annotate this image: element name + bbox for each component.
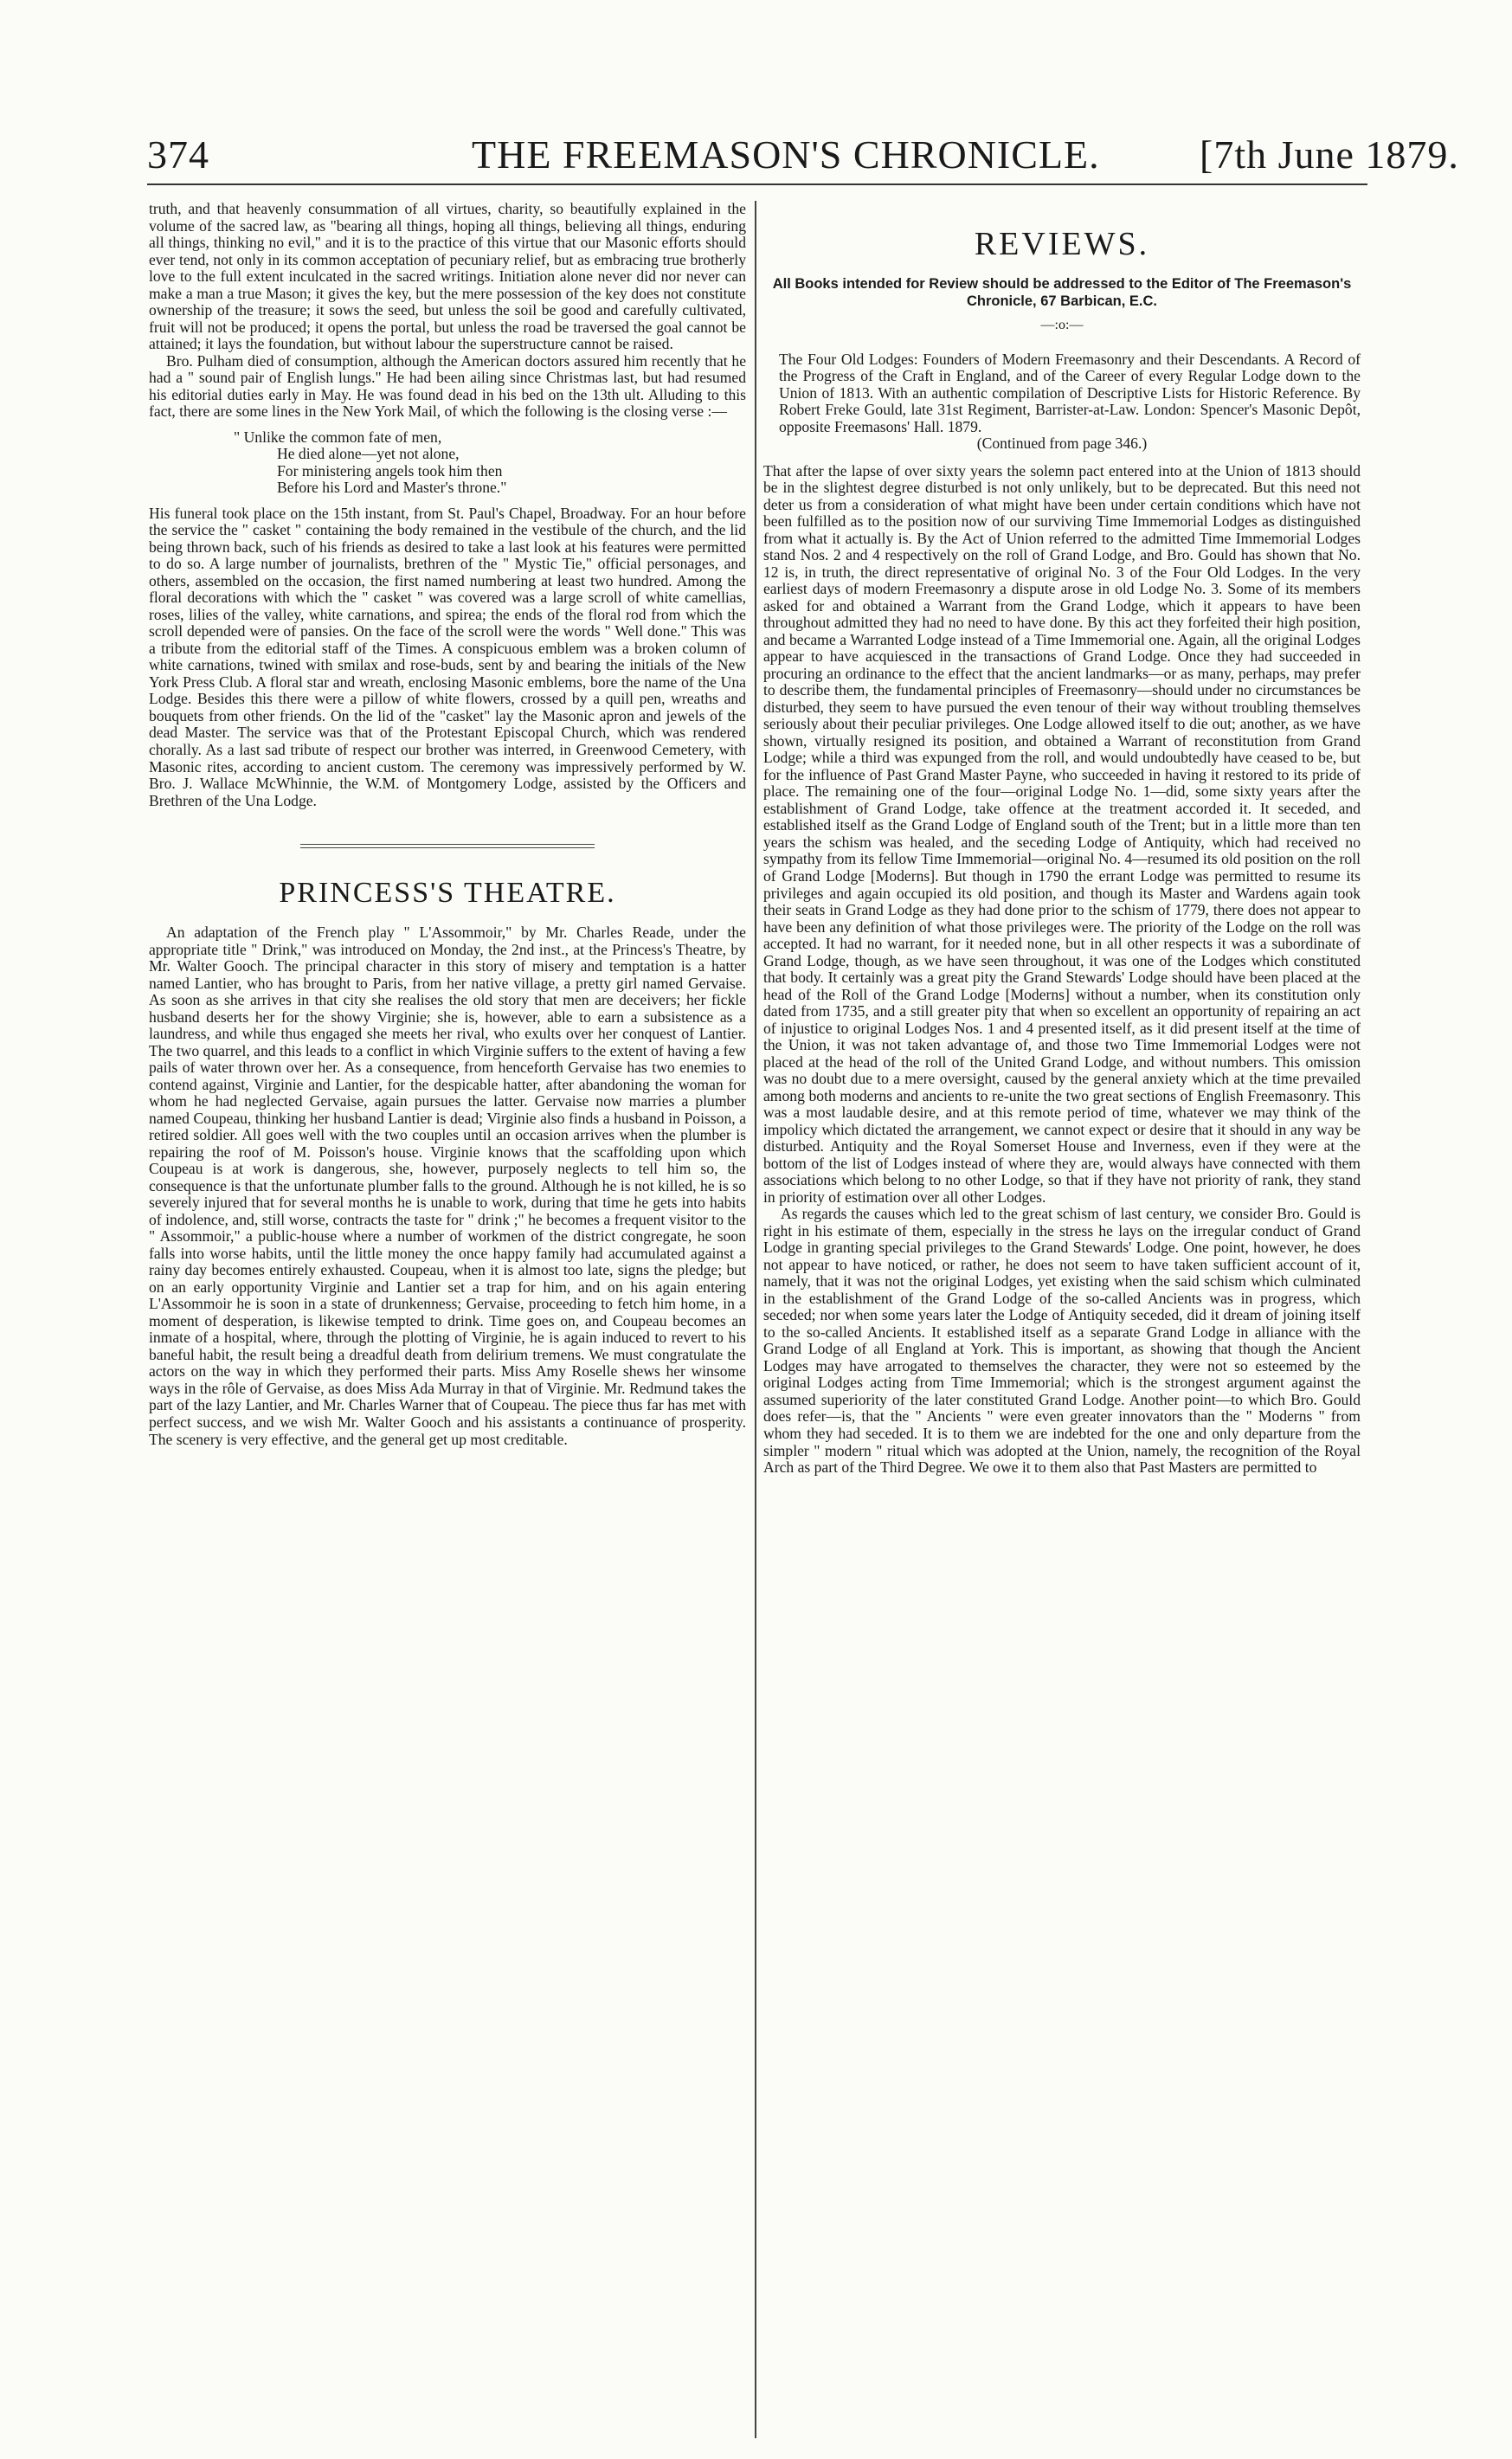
book-citation: The Four Old Lodges: Founders of Modern Freemasonry and their Descendants. A Record of the Progress of the Craft in England, and of the Career of every Regular Lodge down to the Union of 1813. With an authentic compilation of Descriptive Lists for Historic Reference. By Robert Freke Gould, late 31st Regiment, Barrister-at-Law. London: Spencer's Masonic Depôt, opposite Freemasons' Hall. 1879. — [779, 350, 1361, 435]
continued-note: (Continued from page 346.) — [976, 435, 1148, 453]
article-paragraph: His funeral took place on the 15th instant, from St. Paul's Chapel, Broadway. For an hour before the service the " casket " containing the body remained in the vestibule of the church, and the lid being thrown back, such of his friends as desired to take a last look at his features were permitted to do so. A large number of journalists, brethren of the " Mystic Tie," official personages, and others, assembled on the occasion, the first named numbering at least two hundred. Among the floral decorations with which the " casket " was covered was a large scroll of white camellias, roses, lilies of the valley, white carnations, and spirea; the ends of the floral rod from which the scroll depended were of pansies. On the face of the scroll were the words " Well done." This was a tribute from the editorial staff of the Times. A conspicuous emblem was a broken column of white carnations, twined with smilax and rose-buds, sent by and bearing the initials of the New York Press Club. A floral star and wreath, enclosing Masonic emblems, bore the name of the Una Lodge. Besides this there were a pillow of white flowers, crossed by a quill pen, wreaths and bouquets from other friends. On the lid of the "casket" lay the Masonic apron and jewels of the dead Master. The service was that of the Protestant Episcopal Church, which was rendered chorally. As a last sad tribute of respect our brother was interred, in Greenwood Cemetery, with Masonic rites, according to ancient custom. The ceremony was impressively performed by W. Bro. J. Wallace McWhinnie, the W.M. of Montgomery Lodge, assisted by the Officers and Brethren of the Una Lodge. — [149, 504, 746, 809]
right-column — [763, 201, 1361, 2438]
verse-line: For ministering angels took him then — [277, 461, 503, 480]
article-paragraph: Bro. Pulham died of consumption, although the American doctors assured him recently that he had a " sound pair of English lungs." He had been ailing since Christmas last, but had resumed his editorial duties early in May. He was found dead in his bed on the 13th ult. Alluding to this fact, there are some lines in the New York Mail, of which the following is the closing verse :— — [149, 351, 746, 421]
section-title-reviews: REVIEWS. — [974, 226, 1150, 262]
section-separator — [300, 844, 595, 848]
issue-date: [7th June 1879. — [1200, 132, 1459, 177]
verse-line: " Unlike the common fate of men, — [234, 428, 442, 446]
verse-line: Before his Lord and Master's throne." — [277, 479, 507, 497]
article-paragraph: truth, and that heavenly consummation of all virtues, charity, so beautifully explained in the volume of the sacred law, as "bearing all things, hoping all things, believing all things, enduring all things, thinking no evil," and it is to the practice of this virtue that our Masonic efforts should ever tend, not only in its common acceptation of pecuniary relief, but as embracing true brotherly love to the full extent inculcated in the sacred writings. Initiation alone never did nor never can make a man a true Mason; it gives the key, but the mere possession of the key does not constitute ownership of the treasure; it sows the seed, but unless the soil be good and carefully cultivated, fruit will not be produced; it opens the portal, but unless the road be traversed the goal cannot be attained; it lays the foundation, but without labour the superstructure cannot be raised. — [149, 201, 746, 353]
column-divider — [755, 201, 756, 2438]
review-paragraph: As regards the causes which led to the great schism of last century, we consider Bro. Gould is right in his estimate of them, especially in the stress he lays on the irregular conduct of Grand Lodge in granting special privileges to the Grand Stewards' Lodge. One point, however, he does not appear to have noticed, or rather, he does not seem to have taken sufficient account of it, namely, that it was not the original Lodges, yet existing when the said schism which culminated in the establishment of the Grand Lodge of the so-called Ancients was in progress, which seceded; nor when some years later the Lodge of Antiquity seceded, did it dream of joining itself to the so-called Ancients. It established itself as a separate Grand Lodge in alliance with the Grand Lodge of all England at York. This is important, as showing that though the Ancient Lodges may have arrogated to themselves the character, they were not so esteemed by the original Lodges acting from Time Immemorial; which is the strongest argument against the assumed superiority of the later constituted Grand Lodge. Another point—to which Bro. Gould does refer—is, that the " Ancients " were even greater innovators than the " Moderns " from whom they had seceded. It is to them we are indebted for the one and only departure from the simpler " modern " ritual which was adopted at the Union, namely, the recognition of the Royal Arch as part of the Third Degree. We owe it to them also that Past Masters are permitted to — [763, 1205, 1361, 1477]
review-notice: All Books intended for Review should be addressed to the Editor of The Freemason's Chronicle, 67 Barbican, E.C. — [772, 276, 1352, 309]
header-rule — [147, 183, 1367, 185]
review-paragraph: An adaptation of the French play " L'Assommoir," by Mr. Charles Reade, under the appropriate title " Drink," was introduced on Monday, the 2nd inst., at the Princess's Theatre, by Mr. Walter Gooch. The principal character in this story of misery and temptation is a hatter named Lantier, who has brought to Paris, from her native village, a pretty girl named Gervaise. As soon as she arrives in that city she realises the old story that men are deceivers; her fickle husband deserts her for the showy Virginie; she is, however, able to earn a subsistence as a laundress, and while thus engaged she meets her rival, who exults over her conquest of Lantier. The two quarrel, and this leads to a conflict in which Virginie suffers to the extent of having a few pails of water thrown over her. As a consequence, from henceforth Gervaise has two enemies to contend against, Virginie and Lantier, for the despicable hatter, after abandoning the woman for whom he had neglected Gervaise, again pursues the latter. Gervaise now marries a plumber named Coupeau, thinking her husband Lantier is dead; Virginie also finds a husband in Poisson, a retired soldier. All goes well with the two couples until an occasion arrives when the plumber is repairing the roof of M. Poisson's house. Virginie knows that the scaffolding upon which Coupeau is at work is dangerous, she, however, purposely neglects to tell him so, the consequence is that the unfortunate plumber falls to the ground. Although he is not killed, he is so severely injured that for several months he is unable to work, during that time he gets into habits of indolence, and, still worse, contracts the taste for " drink ;" he becomes a frequent visitor to the " Assommoir," a public-house where a number of workmen of the district congregate, he soon falls into worse habits, until the little money the once happy family had accumulated against a rainy day becomes entirely exhausted. Coupeau, when it is almost too late, signs the pledge; but on an early opportunity Virginie and Lantier set a trap for him, and on his again entering L'Assommoir he is soon in a state of drunkenness; Gervaise, proceeding to fetch him home, in a moment of desperation, is likewise tempted to drink. Time goes on, and Coupeau becomes an inmate of a hospital, where, through the plotting of Virginie, he is again induced to revert to his baneful habit, the result being a dreadful death from delirium tremens. We must congratulate the actors on the way in which they performed their parts. Miss Amy Roselle shews her winsome ways in the rôle of Gervaise, as does Miss Ada Murray in that of Virginie. Mr. Redmund takes the part of the lazy Lantier, and Mr. Charles Warner that of Coupeau. The piece thus far has met with perfect success, and we wish Mr. Walter Gooch and his assistants a continuance of prosperity. The scenery is very effective, and the general get up most creditable. — [149, 924, 746, 1448]
page-number: 374 — [147, 132, 209, 177]
masthead-title: THE FREEMASON'S CHRONICLE. — [472, 132, 1100, 177]
review-paragraph: That after the lapse of over sixty years the solemn pact entered into at the Union of 1813 should be in the slightest degree disturbed is not only unlikely, but to be deprecated. But this need not deter us from a consideration of what might have been under certain conditions which have not been fulfilled as to the position now of our surviving Time Immemorial Lodges as distinguished from what it actually is. By the Act of Union referred to the admitted Time Immemorial Lodges stand Nos. 2 and 4 respectively on the roll of Grand Lodge, and Bro. Gould has shown that No. 12 is, in truth, the direct representative of original No. 3 of the Four Old Lodges. In the very earliest days of modern Freemasonry a dispute arose in old Lodge No. 3. Some of its members asked for and obtained a Warrant from the Grand Lodge, which it appears to have been throughout admitted they had no need to have done. By this act they forfeited their high position, and became a Warranted Lodge instead of a Time Immemorial one. Again, all the original Lodges appear to have acquiesced in the transactions of Grand Lodge. Once they had succeeded in procuring an ordinance to the effect that the ancient landmarks—or as many, perhaps, may prefer to describe them, the fundamental principles of Freemasonry—should under no circumstances be disturbed, they seem to have pursued the even tenour of their way without troubling themselves seriously about their peculiar privileges. One Lodge allowed itself to die out; another, as we have shown, virtually resigned its position, and obtained a Warrant of reconstitution from Grand Lodge; while a third was expunged from the roll, and would undoubtedly have ceased to be, but for the influence of Past Grand Master Payne, who succeeded in having it restored to its pride of place. The remaining one of the four—original Lodge No. 1—did, some sixty years after the establishment of Grand Lodge, take offence at the treatment accorded it. It seceded, and established itself as the Grand Lodge of England south of the Trent; but in a little more than ten years the schism was healed, and the seceding Lodge of Antiquity, which had received no sympathy from its fellow Time Immemorial—original No. 4—resumed its old position on the roll of Grand Lodge [Moderns]. But though in 1790 the errant Lodge was permitted to resume its privileges and again occupied its old position, and though its Master and Wardens again took their seats in Grand Lodge as they had done prior to the schism of 1779, there does not appear to have been any definition of what those privileges were. The priority of the Lodge on the roll was accepted. It had no warrant, for it needed none, but in all other respects it was a subordinate of Grand Lodge, though, as we have seen throughout, it was one of the Lodges which constituted that body. It certainly was a great pity the Grand Stewards' Lodge should have been placed at the head of the Roll of the Grand Lodge [Moderns] without a number, when its constitution only dated from 1735, and a still greater pity that when so excellent an opportunity of repairing an act of injustice to original Lodges Nos. 1 and 4 presented itself, as it did present itself at the time of the Union, it was not taken advantage of, and those two Time Immemorial Lodges were not placed at the head of the roll of the United Grand Lodge, and without numbers. This omission was no doubt due to a mere oversight, caused by the general anxiety which at the time prevailed among both moderns and ancients to re-unite the two great sections of English Freemasonry. This was a most laudable desire, and at this remote period of time, whatever we may think of the impolicy which dictated the arrangement, we cannot expect or desire that it should in any way be disturbed. Antiquity and the Royal Somerset House and Inverness, even if they were at the bottom of the list of Lodges instead of where they are, would always have connected with them associations which belong to no other Lodge, so that if they have not priority of rank, they stand in priority of estimation over all other Lodges. — [763, 461, 1361, 1206]
section-title-theatre: PRINCESS'S THEATRE. — [279, 877, 616, 910]
verse-line: He died alone—yet not alone, — [277, 445, 460, 463]
ornament-separator: —:o:— — [1040, 318, 1084, 332]
left-column — [149, 201, 746, 2438]
verse-quote — [149, 429, 746, 497]
